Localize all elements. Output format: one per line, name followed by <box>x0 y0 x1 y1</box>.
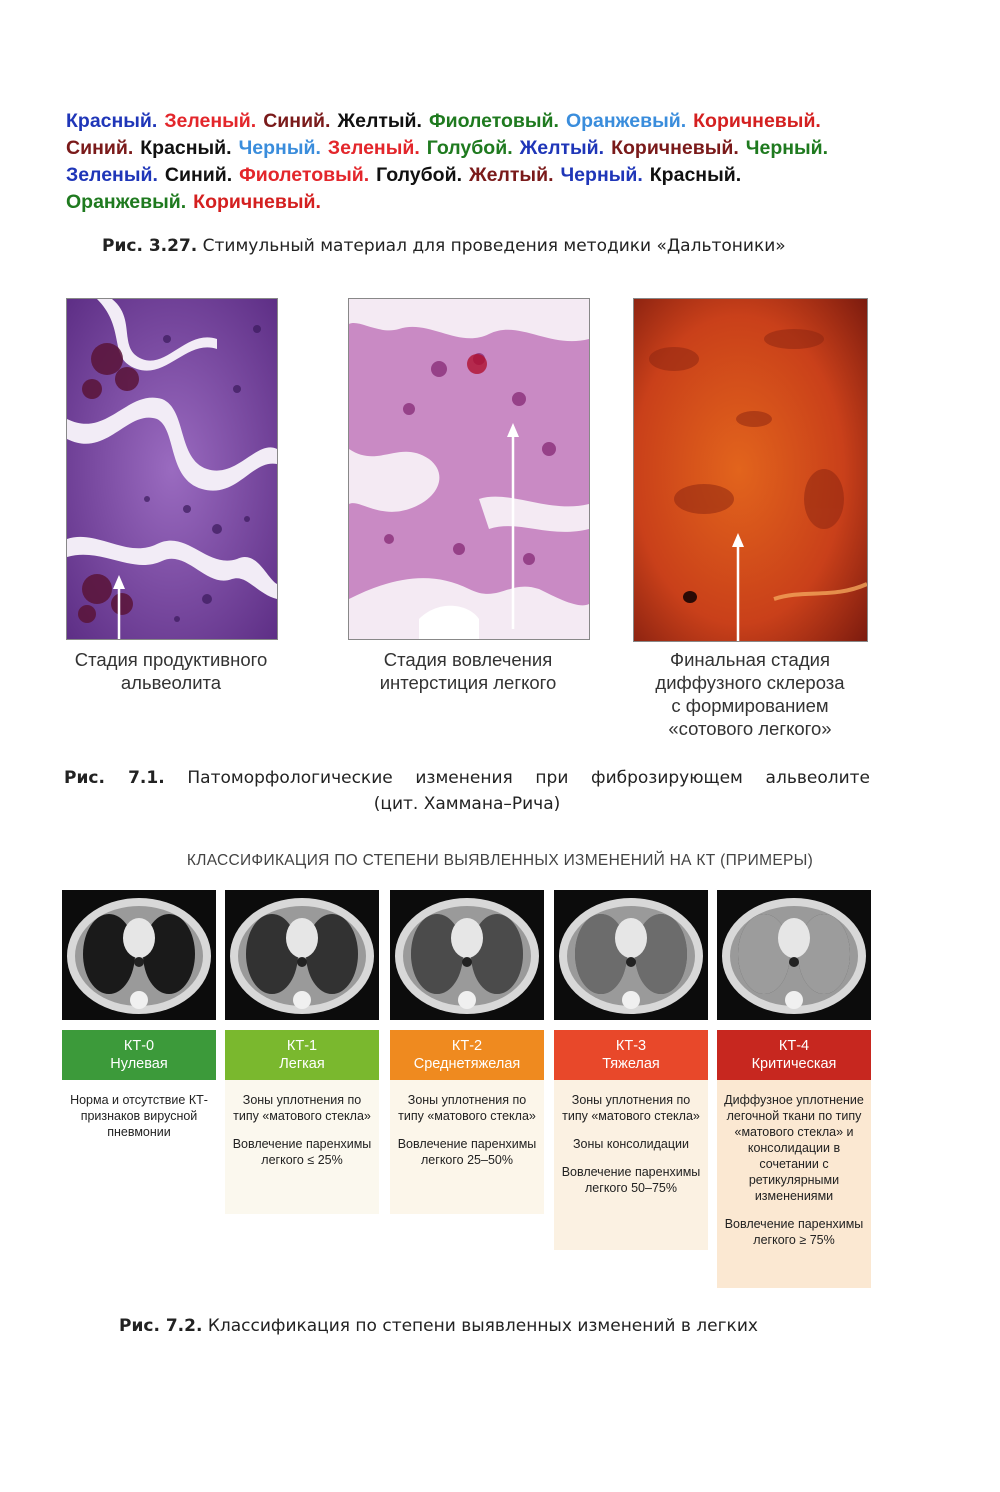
stroop-word: Красный. <box>66 110 158 132</box>
ct-stage-name: Критическая <box>751 1056 837 1072</box>
ct-stage-description <box>62 1080 216 1138</box>
stroop-word: Голубой. <box>426 137 513 159</box>
ct-stage-description <box>554 1080 708 1250</box>
ct-description-item: Зоны уплотнения по типу «матового стекла» <box>233 1093 371 1123</box>
ct-stage-code: КТ-3 <box>615 1038 647 1054</box>
stroop-word: Синий. <box>164 164 233 186</box>
stroop-word: Синий. <box>66 137 134 159</box>
stroop-word: Красный. <box>140 137 232 159</box>
ct-description-item: Вовлечение паренхимы легкого 50–75% <box>561 1165 701 1195</box>
stroop-word: Зеленый. <box>164 110 257 132</box>
stroop-word: Черный. <box>560 164 643 186</box>
caption-line: Стадия продуктивного <box>74 649 268 670</box>
ct-description-item: Вовлечение паренхимы легкого ≤ 25% <box>232 1137 372 1167</box>
ct-description-item: Зоны консолидации <box>572 1137 690 1151</box>
stroop-word: Черный. <box>238 137 321 159</box>
figure-caption-text: Патоморфологические изменения при фиброзирующем альвеолите <box>187 768 870 788</box>
ct-stage-label <box>225 1030 379 1080</box>
ct-stage-code: КТ-2 <box>451 1038 483 1054</box>
histology-image-honeycomb-lung <box>633 298 868 642</box>
histology-caption-3 <box>620 648 880 740</box>
ct-stage-name: Среднетяжелая <box>413 1056 521 1072</box>
stroop-word: Оранжевый. <box>565 110 687 132</box>
figure-caption-7-1-line2: (цит. Хаммана–Рича) <box>373 794 561 814</box>
ct-stage-description <box>717 1080 871 1288</box>
stroop-word: Синий. <box>263 110 331 132</box>
histology-caption-1 <box>40 648 302 694</box>
ct-stage-label <box>554 1030 708 1080</box>
stroop-line <box>66 135 946 162</box>
figure-caption-3-27 <box>102 236 902 256</box>
ct-scan-image <box>554 890 708 1020</box>
ct-stage-code: КТ-4 <box>778 1038 810 1054</box>
stroop-word: Желтый. <box>519 137 605 159</box>
stroop-word: Зеленый. <box>327 137 420 159</box>
ct-scan-image <box>225 890 379 1020</box>
stroop-line <box>66 162 946 189</box>
ct-stage-code: КТ-0 <box>123 1038 155 1054</box>
ct-scan-image <box>390 890 544 1020</box>
figure-label: Рис. 7.2. <box>119 1316 203 1336</box>
ct-description-item: Вовлечение паренхимы легкого ≥ 75% <box>724 1217 864 1247</box>
ct-stage-name: Тяжелая <box>602 1056 660 1072</box>
ct-description-item: Вовлечение паренхимы легкого 25–50% <box>397 1137 537 1167</box>
caption-line: Финальная стадия <box>670 649 830 670</box>
stroop-word: Коричневый. <box>693 110 821 132</box>
caption-line: диффузного склероза <box>655 672 845 693</box>
ct-scan-image <box>62 890 216 1020</box>
ct-stage-label <box>717 1030 871 1080</box>
ct-stage-description <box>390 1080 544 1214</box>
figure-caption-7-1 <box>64 768 870 788</box>
ct-classification-header: КЛАССИФИКАЦИЯ ПО СТЕПЕНИ ВЫЯВЛЕННЫХ ИЗМЕНЕНИЙ НА КТ (ПРИМЕРЫ) <box>186 852 814 869</box>
ct-stage-label <box>62 1030 216 1080</box>
figure-label: Рис. 3.27. <box>102 236 198 256</box>
ct-stage-description <box>225 1080 379 1214</box>
ct-scan-image <box>717 890 871 1020</box>
stroop-word: Зеленый. <box>66 164 158 186</box>
caption-line: интерстиция легкого <box>379 672 557 693</box>
caption-line: Стадия вовлечения <box>383 649 553 670</box>
stroop-word: Желтый. <box>337 110 422 132</box>
ct-description-item: Зоны уплотнения по типу «матового стекла» <box>562 1093 700 1123</box>
histology-image-interstitial-involvement <box>348 298 590 640</box>
ct-stage-name: Нулевая <box>110 1056 168 1072</box>
stroop-word: Голубой. <box>376 164 463 186</box>
ct-description-item: Норма и отсутствие КТ-признаков вирусной пневмонии <box>70 1093 208 1139</box>
stroop-word: Коричневый. <box>193 191 321 213</box>
stroop-word: Красный. <box>649 164 742 186</box>
caption-line: с формированием <box>671 695 829 716</box>
caption-line: «сотового легкого» <box>668 718 832 739</box>
stroop-word: Черный. <box>745 137 829 159</box>
stroop-word: Фиолетовый. <box>239 164 370 186</box>
ct-stage-label <box>390 1030 544 1080</box>
figure-label: Рис. 7.1. <box>64 768 165 788</box>
stroop-line <box>66 189 946 216</box>
ct-description-item: Диффузное уплотнение легочной ткани по типу «матового стекла» и консолидации в сочетании с ретикулярными изменениями <box>724 1093 864 1203</box>
figure-caption-text: Классификация по степени выявленных изменений в легких <box>207 1316 758 1336</box>
stroop-color-words <box>66 108 946 216</box>
histology-image-productive-alveolitis <box>66 298 278 640</box>
stroop-word: Желтый. <box>469 164 554 186</box>
figure-caption-text: Стимульный материал для проведения методики «Дальтоники» <box>202 236 786 256</box>
figure-caption-7-2 <box>119 1316 919 1336</box>
ct-description-item: Зоны уплотнения по типу «матового стекла» <box>398 1093 536 1123</box>
ct-stage-code: КТ-1 <box>286 1038 318 1054</box>
caption-line: альвеолита <box>120 672 222 693</box>
stroop-word: Оранжевый. <box>66 191 187 213</box>
stroop-word: Фиолетовый. <box>428 110 559 132</box>
stroop-word: Коричневый. <box>611 137 739 159</box>
stroop-line <box>66 108 946 135</box>
ct-stage-name: Легкая <box>279 1056 325 1072</box>
histology-caption-2 <box>336 648 600 694</box>
